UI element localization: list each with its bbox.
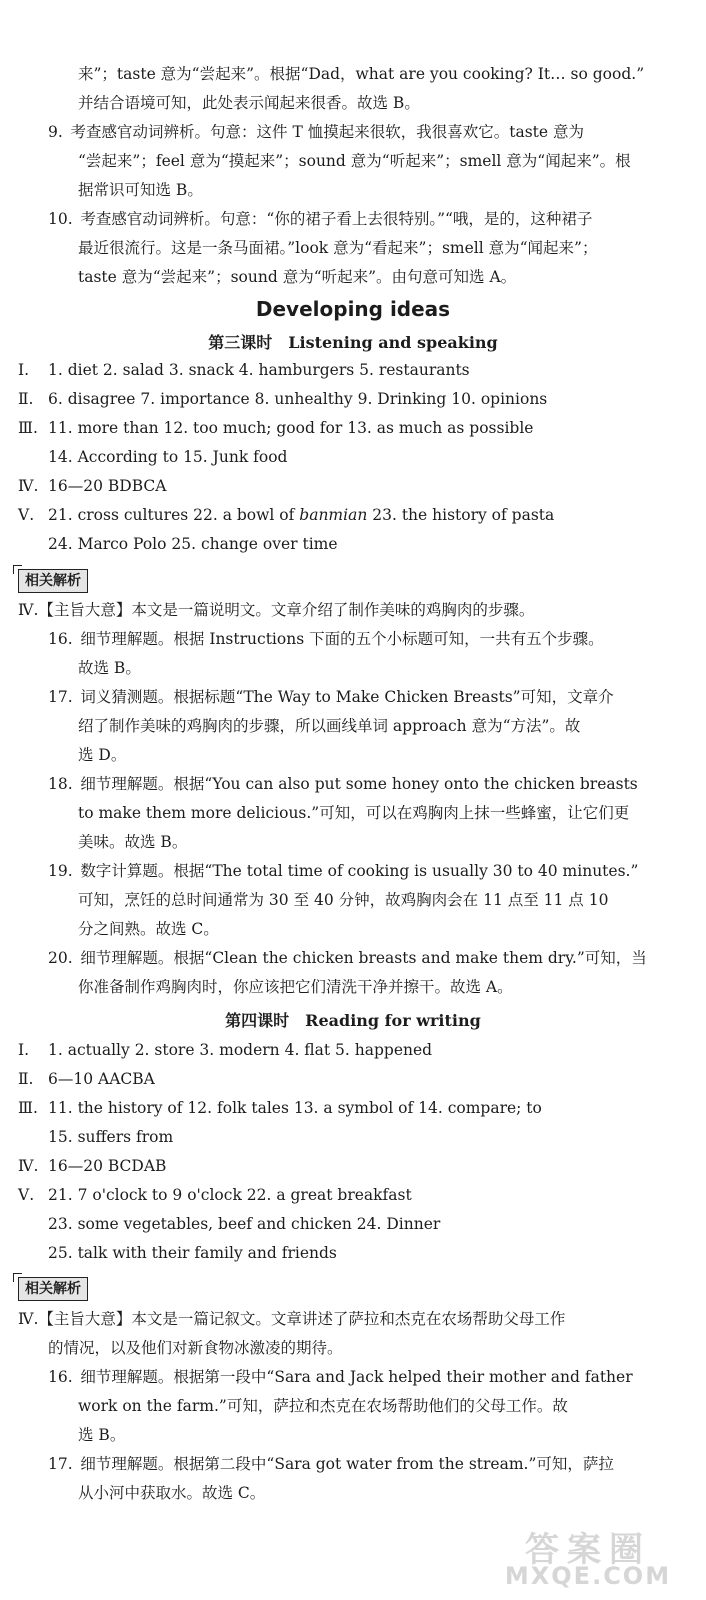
analysis-line: Ⅳ.【主旨大意】本文是一篇记叙文。文章讲述了萨拉和杰克在农场帮助父母工作	[18, 1310, 566, 1328]
analysis-line: 从小河中获取水。故选 C。	[78, 1484, 266, 1502]
text-line: taste 意为“尝起来”；sound 意为“听起来”。由句意可知选 A。	[78, 268, 517, 286]
analysis-line: work on the farm.”可知，萨拉和杰克在农场帮助他们的父母工作。故	[78, 1397, 568, 1415]
text-line: 据常识可知选 B。	[78, 181, 203, 199]
answer-line: 14. According to 15. Junk food	[48, 448, 288, 466]
analysis-line: 19. 数字计算题。根据“The total time of cooking is usually 30 to 40 minutes.”	[48, 862, 639, 880]
analysis-line: 选 B。	[78, 1426, 126, 1444]
analysis-line: 故选 B。	[78, 659, 141, 677]
text-line: “尝起来”；feel 意为“摸起来”；sound 意为“听起来”；smell 意为“闻起来”。根	[78, 152, 631, 170]
section-title: Developing ideas	[255, 297, 451, 321]
answer-line: Ⅳ. 16—20 BCDAB	[18, 1157, 167, 1175]
answer-line: Ⅴ. 21. 7 o'clock to 9 o'clock 22. a great breakfast	[18, 1186, 412, 1204]
analysis-line: 17. 词义猜测题。根据标题“The Way to Make Chicken Breasts”可知，文章介	[48, 688, 614, 706]
watermark-cn: 答案圈	[525, 1530, 651, 1570]
lesson-title: 第四课时 Reading for writing	[225, 1011, 481, 1030]
answer-line: Ⅰ. 1. actually 2. store 3. modern 4. flat 5. happened	[18, 1041, 433, 1059]
text-line: 最近很流行。这是一条马面裙。”look 意为“看起来”；smell 意为“闻起来”；	[78, 239, 598, 257]
text-line: 10. 考查感官动词辨析。句意：“你的裙子看上去很特别。”“哦，是的，这种裙子	[48, 210, 593, 228]
analysis-tag: 相关解析	[18, 569, 88, 593]
analysis-line: 的情况，以及他们对新食物冰激凌的期待。	[48, 1339, 343, 1357]
answer-line: 23. some vegetables, beef and chicken 24. Dinner	[48, 1215, 441, 1233]
answer-line: 25. talk with their family and friends	[48, 1244, 337, 1262]
text-line: 来”；taste 意为“尝起来”。根据“Dad，what are you cooking? It… so good.”	[78, 65, 645, 83]
analysis-line: 16. 细节理解题。根据 Instructions 下面的五个小标题可知，一共有五个步骤。	[48, 630, 604, 648]
analysis-line: 分之间熟。故选 C。	[78, 920, 219, 938]
answer-line: Ⅰ. 1. diet 2. salad 3. snack 4. hamburgers 5. restaurants	[18, 361, 470, 379]
italic-word: banmian	[299, 506, 368, 524]
analysis-line: 选 D。	[78, 746, 127, 764]
analysis-line: to make them more delicious.”可知，可以在鸡胸肉上抹一些蜂蜜，让它们更	[78, 804, 630, 822]
analysis-line: Ⅳ.【主旨大意】本文是一篇说明文。文章介绍了制作美味的鸡胸肉的步骤。	[18, 601, 535, 619]
answer-line: 15. suffers from	[48, 1128, 174, 1146]
answer-line: Ⅱ. 6. disagree 7. importance 8. unhealthy 9. Drinking 10. opinions	[18, 390, 548, 408]
answer-line: Ⅲ. 11. the history of 12. folk tales 13. a symbol of 14. compare; to	[18, 1099, 542, 1117]
lesson-title: 第三课时 Listening and speaking	[208, 333, 498, 352]
answer-line: Ⅳ. 16—20 BDBCA	[18, 477, 167, 495]
analysis-line: 美味。故选 B。	[78, 833, 188, 851]
analysis-tag: 相关解析	[18, 1277, 88, 1301]
answer-line: 24. Marco Polo 25. change over time	[48, 535, 338, 553]
answer-line: Ⅲ. 11. more than 12. too much; good for 13. as much as possible	[18, 419, 534, 437]
analysis-line: 18. 细节理解题。根据“You can also put some honey onto the chicken breasts	[48, 775, 638, 793]
watermark-logo	[488, 1522, 688, 1594]
analysis-line: 你准备制作鸡胸肉时，你应该把它们清洗干净并擦干。故选 A。	[78, 978, 513, 996]
analysis-line: 16. 细节理解题。根据第一段中“Sara and Jack helped their mother and father	[48, 1368, 633, 1386]
answer-line: Ⅴ. 21. cross cultures 22. a bowl of banmian 23. the history of pasta	[18, 506, 555, 524]
analysis-line: 20. 细节理解题。根据“Clean the chicken breasts and make them dry.”可知，当	[48, 949, 647, 967]
text-line: 9. 考查感官动词辨析。句意：这件 T 恤摸起来很软，我很喜欢它。taste 意为	[48, 123, 584, 141]
analysis-line: 17. 细节理解题。根据第二段中“Sara got water from the stream.”可知，萨拉	[48, 1455, 614, 1473]
analysis-line: 可知，烹饪的总时间通常为 30 至 40 分钟，故鸡胸肉会在 11 点至 11 点 10	[78, 891, 609, 909]
answer-line: Ⅱ. 6—10 AACBA	[18, 1070, 155, 1088]
watermark-en: MXQE.COM	[504, 1562, 672, 1590]
analysis-line: 绍了制作美味的鸡胸肉的步骤，所以画线单词 approach 意为“方法”。故	[78, 717, 581, 735]
text-line: 并结合语境可知，此处表示闻起来很香。故选 B。	[78, 94, 420, 112]
